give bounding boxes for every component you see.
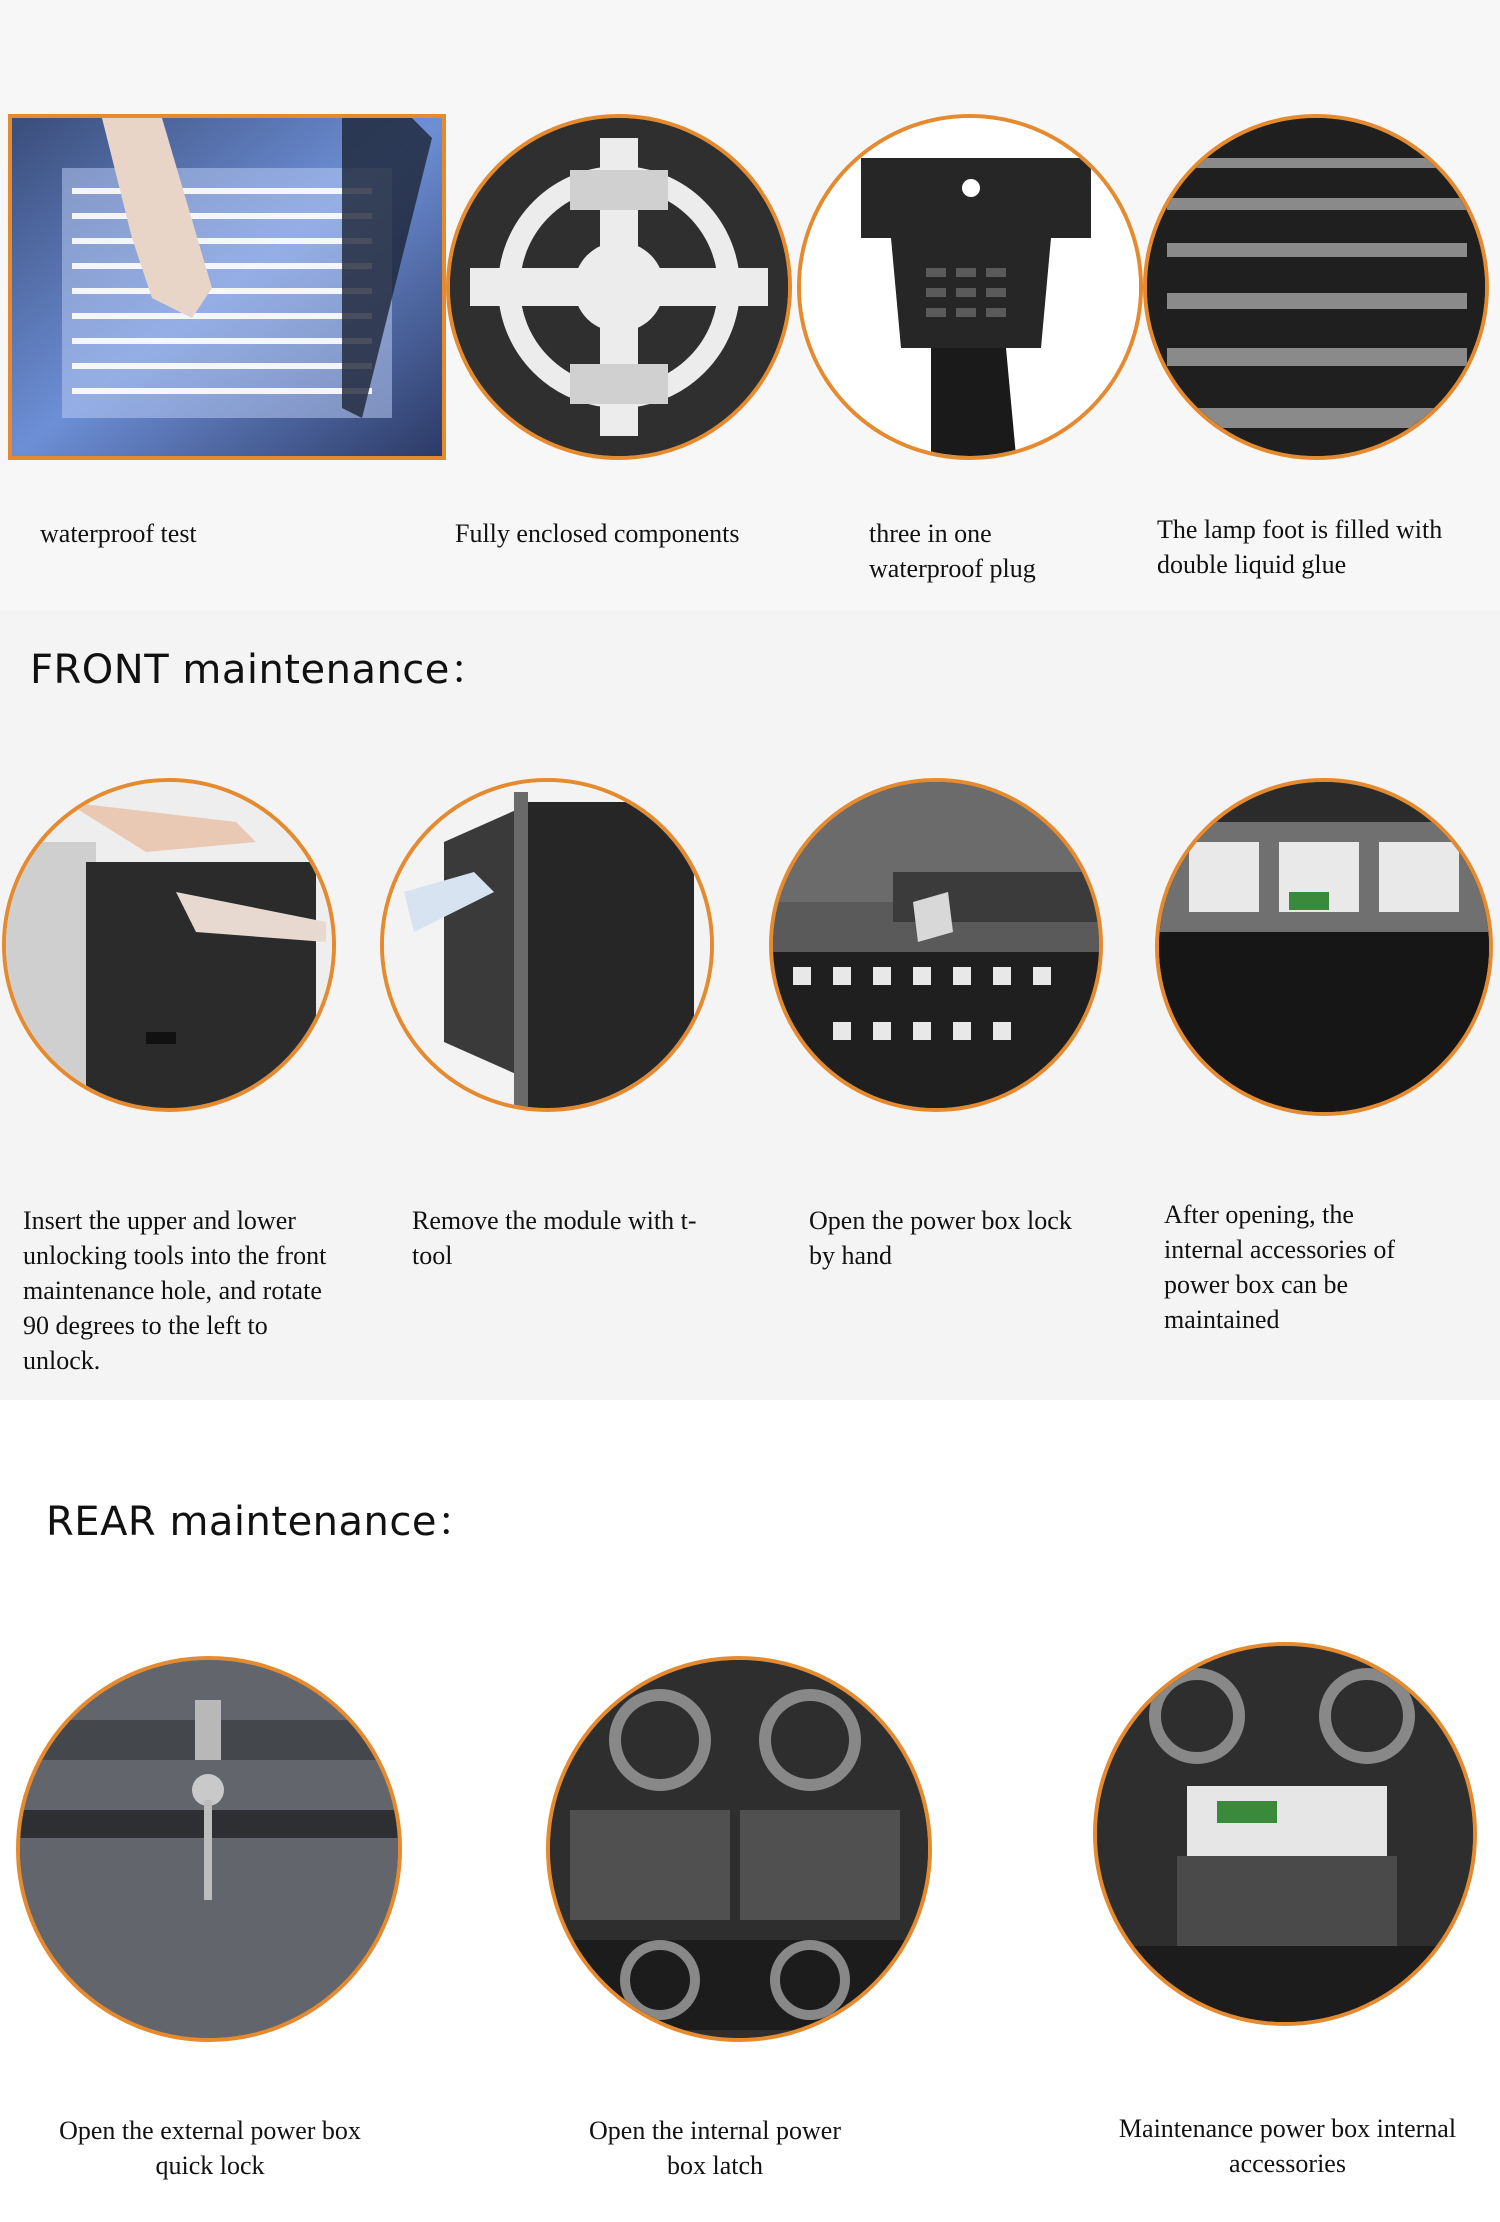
front-caption-3: Open the power box lock by hand [809, 1206, 1072, 1270]
rear-caption-2: Open the internal power box latch [589, 2116, 841, 2180]
front-caption-1: Insert the upper and lower unlocking tools into the front maintenance hole, and rotate 90 degrees to the left to unlock. [23, 1206, 327, 1375]
lamp-foot-glue-photo [1143, 114, 1489, 460]
rear-maintenance-heading: REAR maintenance： [46, 1499, 478, 1545]
enclosed-components-photo [446, 114, 792, 460]
front-power-box-lock-photo [769, 778, 1103, 1112]
feature-caption-4: The lamp foot is filled with double liquid glue [1157, 515, 1443, 579]
rear-internal-latch-photo [546, 1656, 932, 2042]
feature-caption-2: Fully enclosed components [455, 519, 740, 548]
waterproof-test-photo [8, 114, 446, 460]
front-unlock-tool-photo [2, 778, 336, 1112]
feature-caption-3: three in one waterproof plug [869, 519, 1036, 583]
front-maintenance-heading: FRONT maintenance： [30, 647, 491, 693]
rear-caption-1: Open the external power box quick lock [59, 2116, 361, 2180]
rear-caption-3: Maintenance power box internal accessories [1118, 2114, 1457, 2178]
front-caption-4: After opening, the internal accessories of power box can be maintained [1164, 1200, 1396, 1334]
front-remove-module-photo [380, 778, 714, 1112]
front-caption-2: Remove the module with t- tool [412, 1206, 697, 1270]
front-internal-accessories-photo [1155, 778, 1493, 1116]
waterproof-plug-photo [797, 114, 1143, 460]
feature-caption-1: waterproof test [40, 519, 197, 548]
rear-external-lock-photo [16, 1656, 402, 2042]
rear-internal-accessories-photo [1093, 1642, 1477, 2026]
